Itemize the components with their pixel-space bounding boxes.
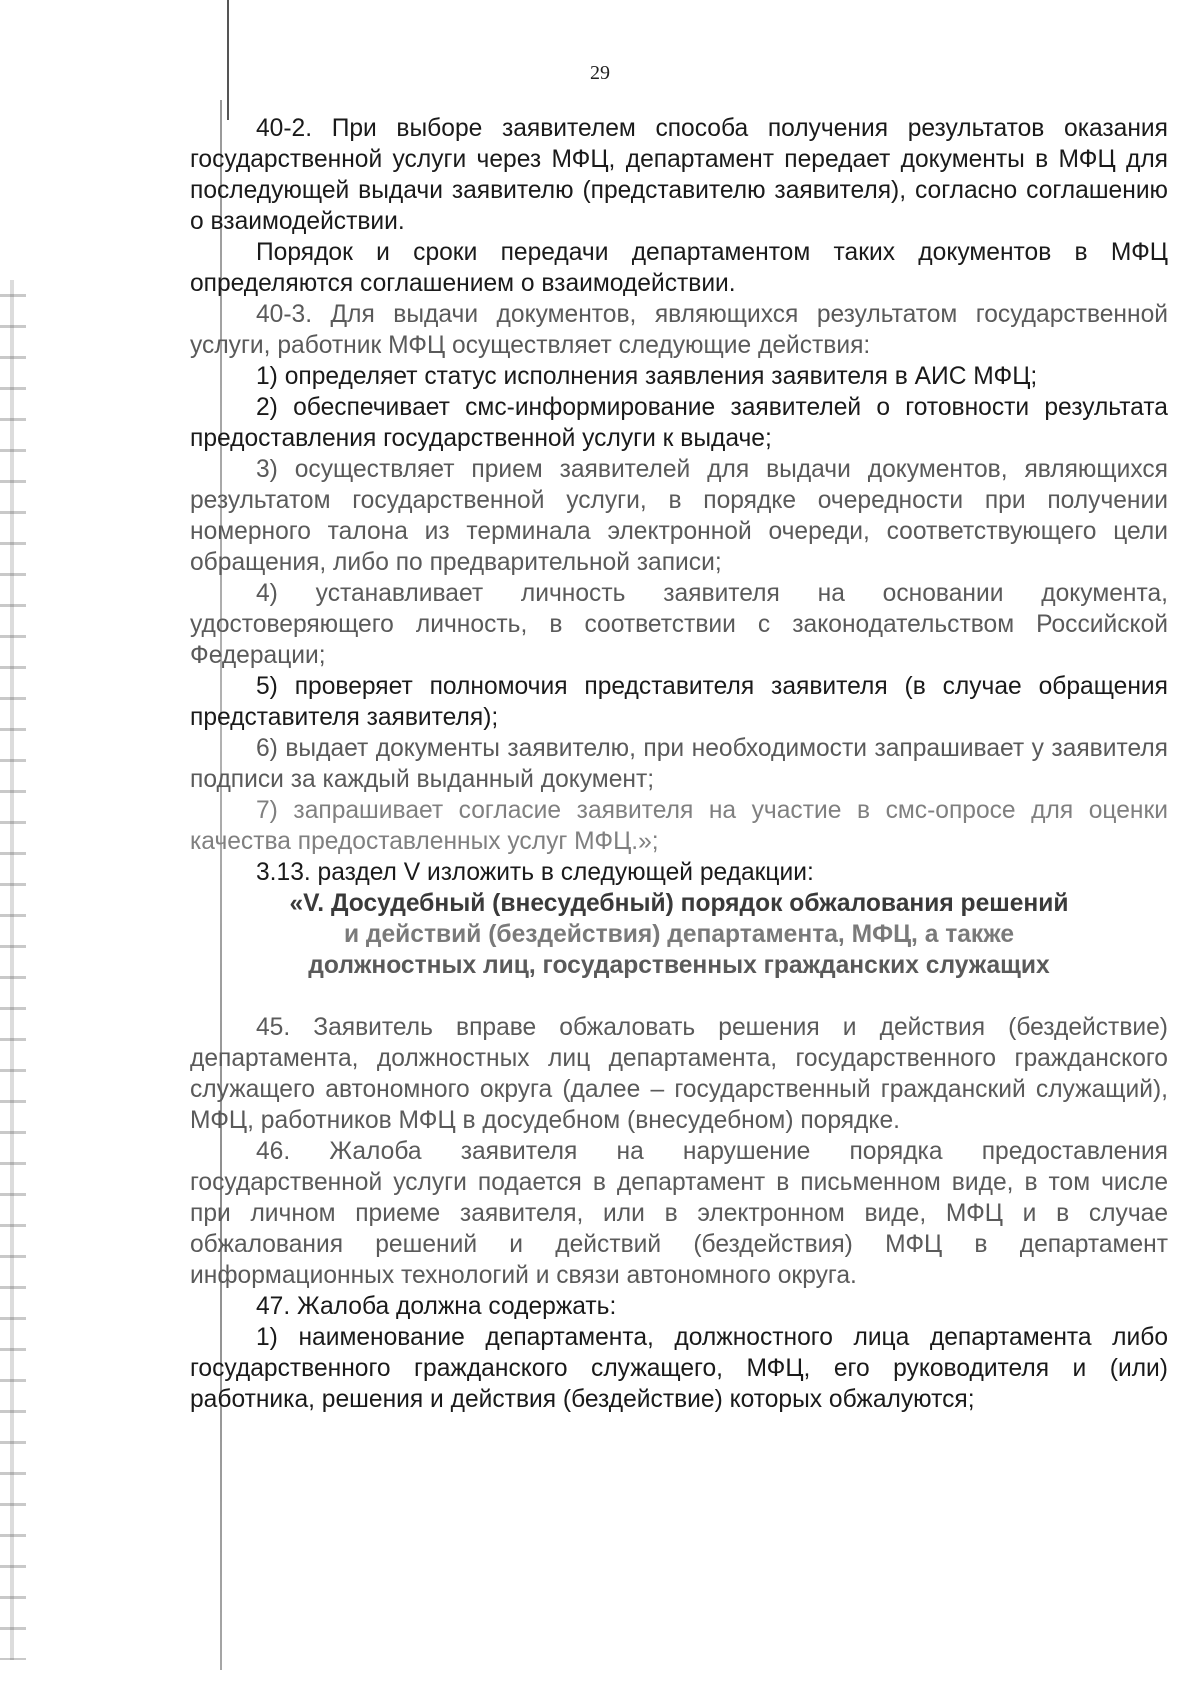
list-item: 4) устанавливает личность заявителя на основании документа, удостоверяющего личность, в соответствии с законодательством Российской Федерации; (190, 580, 1168, 669)
list-item: 7) запрашивает согласие заявителя на участие в смс-опросе для оценки качества предоставленных услуг МФЦ.»; (190, 797, 1168, 855)
document-body (190, 113, 1168, 1415)
list-item: 2) обеспечивает смс-информирование заявителей о готовности результата предоставления государственной услуги к выдаче; (190, 394, 1168, 452)
list-item: 1) определяет статус исполнения заявления заявителя в АИС МФЦ; (256, 363, 1038, 390)
page-number: 29 (590, 62, 610, 84)
paragraph-46: 46. Жалоба заявителя на нарушение порядка предоставления государственной услуги подается в департамент в письменном виде, в том числе при личном приеме заявителя, или в электронном виде, МФЦ и в случае обжалования решений и действий (бездействия) МФЦ в департамент информационных технологий и связи автономного округа. (190, 1138, 1168, 1289)
paragraph-40-2: 40-2. При выборе заявителем способа получения результатов оказания государственной услуги через МФЦ, департамент передает документы в МФЦ для последующей выдачи заявителю (представителю заявителя), согласно соглашению о взаимодействии. (190, 115, 1168, 235)
list-item: 1) наименование департамента, должностного лица департамента либо государственного гражданского служащего, МФЦ, его руководителя и (или) работника, решения и действия (бездействие) которых обжалуются; (190, 1324, 1168, 1413)
list-item: 5) проверяет полномочия представителя заявителя (в случае обращения представителя заявителя); (190, 673, 1168, 731)
scan-artifact-edge (0, 280, 26, 1660)
paragraph-3-13: 3.13. раздел V изложить в следующей редакции: (256, 859, 814, 886)
paragraph-45: 45. Заявитель вправе обжаловать решения и действия (бездействие) департамента, должностных лиц департамента, государственного гражданского служащего автономного округа (далее – государственный гражданский служащий), МФЦ, работников МФЦ в досудебном (внесудебном) порядке. (190, 1014, 1168, 1134)
paragraph-40-3: 40-3. Для выдачи документов, являющихся результатом государственной услуги, работник МФЦ осуществляет следующие действия: (190, 301, 1168, 359)
section-heading-line: и действий (бездействия) департамента, МФЦ, а также (343, 921, 1015, 948)
paragraph-transfer-order: Порядок и сроки передачи департаментом таких документов в МФЦ определяются соглашением о взаимодействии. (190, 239, 1168, 297)
scan-artifact-line (227, 0, 229, 120)
list-item: 6) выдает документы заявителю, при необходимости запрашивает у заявителя подписи за каждый выданный документ; (190, 735, 1168, 793)
section-heading-line: должностных лиц, государственных гражданских служащих (308, 952, 1050, 979)
section-heading (190, 888, 1168, 981)
section-heading-line: «V. Досудебный (внесудебный) порядок обжалования решений (289, 890, 1069, 917)
list-item: 3) осуществляет прием заявителей для выдачи документов, являющихся результатом государственной услуги, в порядке очередности при получении номерного талона из терминала электронной очереди, соответствующего цели обращения, либо по предварительной записи; (190, 456, 1168, 576)
paragraph-47: 47. Жалоба должна содержать: (256, 1293, 617, 1320)
